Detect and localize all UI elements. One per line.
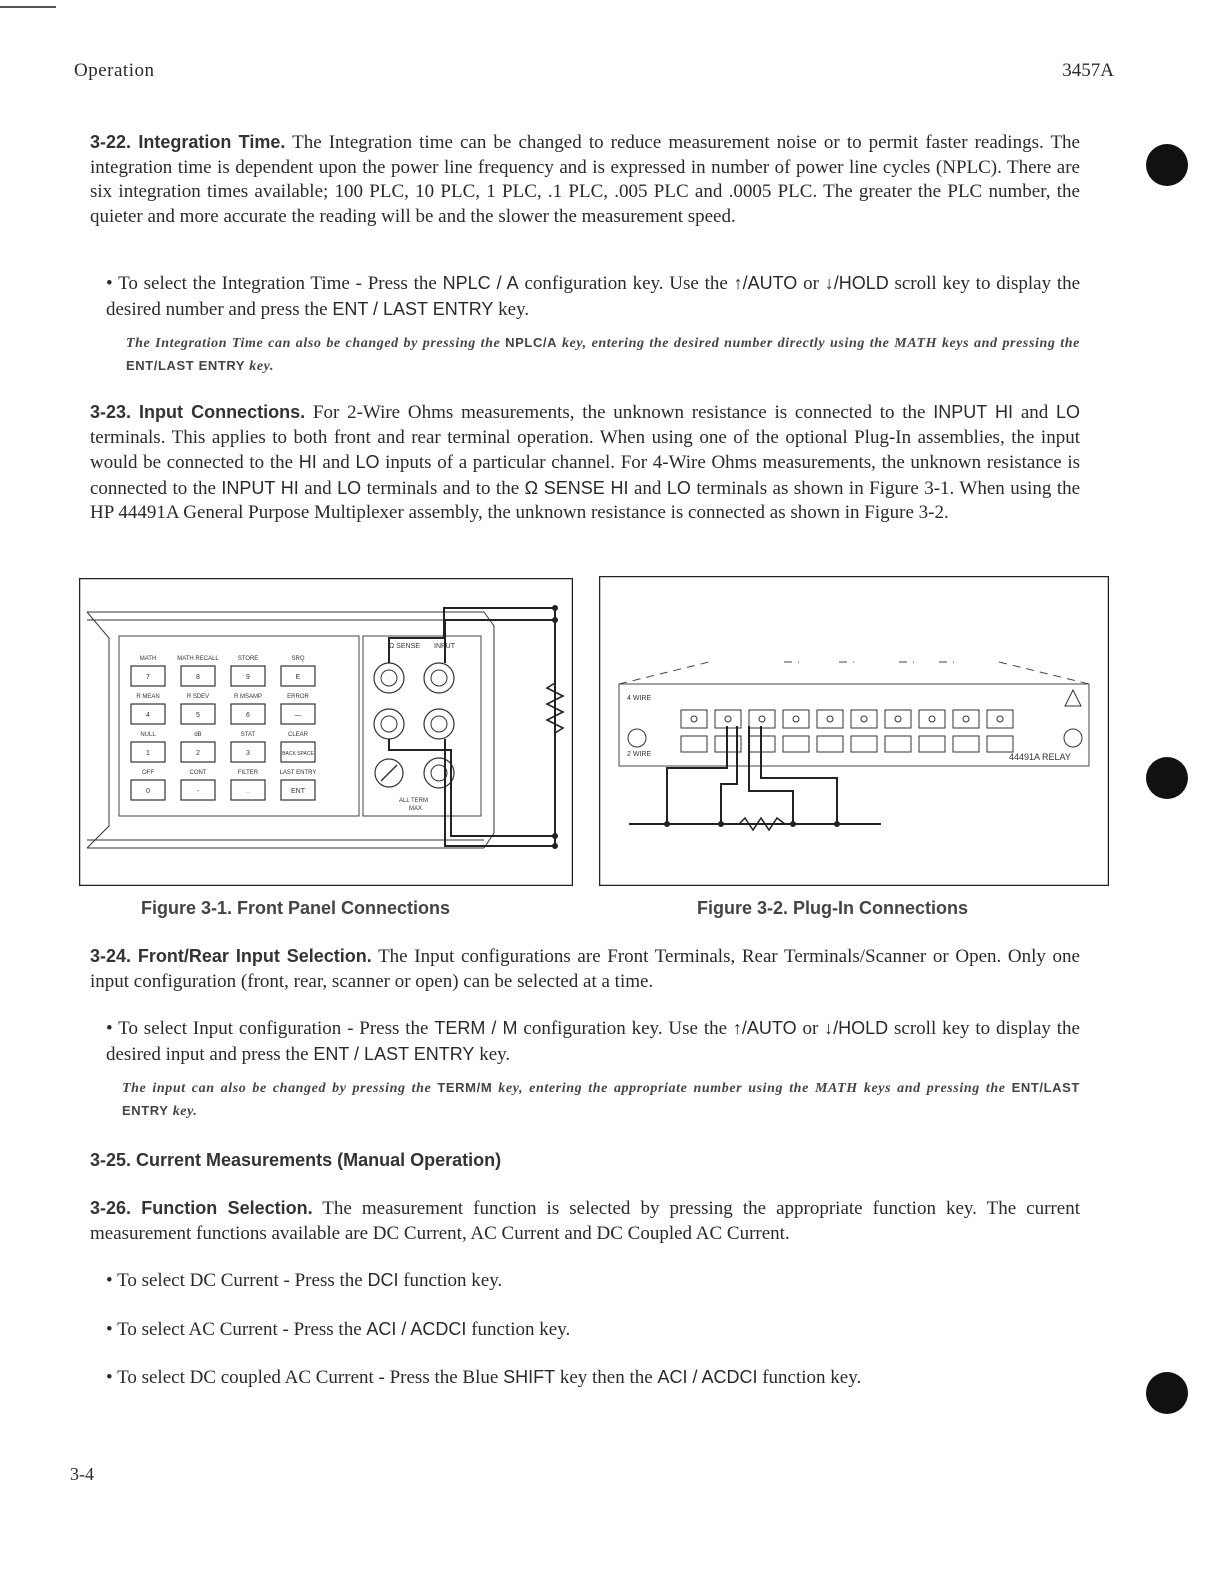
bullet-text: function key. — [762, 1367, 862, 1388]
section-body: and — [322, 452, 350, 473]
key-name: NPLC / A — [442, 273, 519, 293]
bullet-text: To select Input configuration - Press the — [118, 1018, 429, 1039]
section-3-25 — [90, 1148, 1080, 1174]
key-name: NPLC/A — [505, 335, 558, 350]
key-face-label: 3 — [246, 750, 250, 757]
note-text: key. — [249, 359, 275, 374]
bullet-text: To select AC Current - Press the — [117, 1319, 362, 1340]
note-text: key, entering the desired number directly using the — [561, 336, 890, 351]
bullet-text: To select DC Current - Press the — [117, 1270, 363, 1291]
key-name: ENT/LAST ENTRY — [122, 1080, 1080, 1118]
section-body: and — [634, 477, 662, 499]
section-3-24 — [90, 944, 1080, 994]
section-heading: 3-23. Input Connections. — [90, 402, 306, 422]
section-3-23 — [90, 400, 1080, 526]
figure-frame — [600, 577, 1109, 886]
key-shift-label: MATH RECALL — [177, 656, 219, 662]
key-name: ↑/AUTO — [732, 1018, 797, 1038]
key-name: ↓/HOLD — [824, 1018, 889, 1038]
terminal-name: INPUT HI — [933, 402, 1014, 422]
section-body: terminals as shown in Figure 3-1. When using the HP 44491A General Purpose Multiplexer assembly, the unknown resistance is connected as shown in Figure 3-2. — [90, 477, 1081, 523]
plug-in-diagram — [599, 576, 1109, 886]
section-heading: 3-26. Function Selection. — [90, 1198, 313, 1218]
key-face-label: 9 — [246, 674, 250, 681]
wire2-label: 2 WIRE — [627, 751, 652, 758]
node-dot — [552, 833, 558, 839]
terminal-name: LO — [355, 452, 380, 472]
bullet-dot: • — [106, 1018, 113, 1039]
note-text: key, entering the appropriate number using the — [498, 1081, 809, 1096]
terminal-name: Ω SENSE HI — [524, 477, 629, 498]
section-heading: 3-25. Current Measurements (Manual Operation) — [90, 1150, 502, 1170]
key-face-label: . — [247, 788, 249, 795]
bullet-text: or — [803, 273, 819, 294]
bullet-text: configuration key. Use the — [524, 273, 728, 294]
key-shift-label: SRQ — [291, 656, 305, 662]
key-face-label: ENT — [291, 788, 305, 795]
node-dot — [552, 617, 558, 623]
max-label: MAX — [409, 806, 423, 812]
key-shift-label: dB — [194, 732, 202, 738]
terminal-name: LO — [1056, 402, 1081, 422]
figure-3-2-caption: Figure 3-2. Plug-In Connections — [697, 898, 969, 918]
section-body: The Integration time can be changed to reduce measurement noise or to permit faster readings. The integration time is dependent upon the power line frequency and is expressed in number of power line cycles (NPLC). There are six integration times available; 100 PLC, 10 PLC, 1 PLC, .1 PLC, .005 PLC and .0005 PLC. The greater the PLC number, the quieter and more accurate the reading will be and the slower the measurement speed. — [90, 132, 1080, 227]
key-face-label: 2 — [196, 750, 200, 757]
all-term-label: ALL TERM — [399, 798, 429, 804]
key-name: ENT/LAST ENTRY — [126, 358, 246, 373]
key-face-label: 4 — [146, 712, 150, 719]
note-text: MATH — [814, 1081, 858, 1096]
key-shift-label: OFF — [142, 770, 154, 776]
section-body: The Input configurations are Front Terminals, Rear Terminals/Scanner or Open. Only one input configuration (front, rear, scanner or open) can be selected at a time. — [90, 946, 1080, 992]
key-name: SHIFT — [503, 1367, 556, 1387]
key-name: ACI / ACDCI — [366, 1319, 467, 1339]
bullet-item — [106, 1016, 1080, 1067]
section-heading: 3-24. Front/Rear Input Selection. — [90, 946, 372, 966]
bullet-text: function key. — [471, 1319, 571, 1340]
bullet-text: key then the — [559, 1367, 653, 1388]
key-shift-label: STORE — [237, 656, 259, 662]
bullet-text: or — [802, 1018, 819, 1039]
bullet-text: To select the Integration Time - Press the — [118, 273, 437, 294]
key-shift-label: CLEAR — [287, 732, 309, 738]
input-label: INPUT — [434, 643, 455, 650]
node-dot — [834, 821, 840, 827]
key-name: ↓/HOLD — [824, 273, 889, 293]
bullet-dot: • — [106, 1270, 113, 1291]
bullet-dot: • — [106, 273, 113, 294]
bullet-text: function key. — [403, 1270, 503, 1291]
key-face-label: 5 — [196, 712, 200, 719]
note — [126, 332, 1080, 378]
bullet-item — [106, 271, 1080, 322]
front-panel-diagram — [79, 578, 573, 886]
binder-hole — [1146, 757, 1188, 799]
bullet-text: To select DC coupled AC Current - Press the Blue — [117, 1367, 499, 1388]
section-body: terminals and to the — [366, 477, 520, 499]
key-name: ↑/AUTO — [733, 273, 798, 293]
note — [122, 1077, 1080, 1123]
key-shift-label: R MEAN — [136, 694, 160, 700]
key-name: ENT / LAST ENTRY — [332, 298, 494, 319]
binder-hole — [1146, 1372, 1188, 1414]
key-shift-label: LAST ENTRY — [279, 770, 317, 776]
bullet-text: scroll key to display the desired number and press the — [106, 273, 1081, 320]
key-face-label: 0 — [146, 788, 150, 795]
section-body: and — [1020, 402, 1049, 423]
key-shift-label: MATH — [139, 656, 157, 662]
figure-3-1-caption: Figure 3-1. Front Panel Connections — [141, 898, 451, 918]
terminal-name: LO — [666, 477, 691, 498]
note-text: The Integration Time can also be changed by pressing the — [126, 336, 501, 351]
wire4-label: 4 WIRE — [627, 695, 652, 702]
section-body: inputs of a particular channel. For 4-Wire Ohms measurements, the unknown resistance is connected to the — [90, 452, 1081, 499]
bullet-dot: • — [106, 1367, 113, 1388]
key-shift-label: CONT — [189, 770, 207, 776]
note-text: keys and pressing the — [941, 336, 1080, 351]
bullet-text: configuration key. Use the — [523, 1018, 728, 1039]
section-body: terminals. This applies to both front and rear terminal operation. When using one of the optional Plug-In assemblies, the input would be connected to the — [90, 426, 1080, 473]
bullet-item — [106, 1317, 1080, 1343]
section-body: The measurement function is selected by pressing the appropriate function key. The current measurement functions available are DC Current, AC Current and DC Coupled AC Current. — [90, 1198, 1080, 1244]
node-dot — [718, 821, 724, 827]
key-name: TERM/M — [437, 1080, 493, 1095]
note-text: MATH — [894, 336, 938, 351]
bullet-text: key. — [498, 298, 530, 320]
key-shift-label: R SDEV — [186, 694, 210, 700]
section-heading: 3-22. Integration Time. — [90, 132, 286, 152]
terminal-name: INPUT HI — [221, 477, 299, 498]
bullet-item — [106, 1268, 1080, 1294]
key-face-label: BACK SPACE — [282, 751, 314, 757]
section-3-26 — [90, 1196, 1080, 1246]
sense-label: Ω SENSE — [389, 643, 420, 650]
key-shift-label: FILTER — [237, 770, 259, 776]
key-shift-label: R MSAMP — [233, 694, 263, 700]
relay-label: 44491A RELAY — [1009, 752, 1071, 762]
key-face-label: 1 — [146, 750, 150, 757]
section-body: For 2-Wire Ohms measurements, the unknown resistance is connected to the — [312, 402, 926, 423]
section-3-22 — [90, 130, 1080, 229]
figure-3-2 — [599, 576, 1109, 886]
binder-hole — [1146, 144, 1188, 186]
node-dot — [552, 605, 558, 611]
note-text: The input can also be changed by pressing the — [122, 1081, 432, 1096]
key-name: TERM / M — [434, 1018, 518, 1038]
node-dot — [552, 843, 558, 849]
header-section: Operation — [74, 60, 155, 81]
bullet-item — [106, 1365, 1080, 1391]
section-body: and — [304, 477, 332, 499]
note-text: key. — [172, 1104, 198, 1119]
terminal-name: LO — [337, 477, 362, 498]
node-dot — [664, 821, 670, 827]
bullet-text: key. — [479, 1043, 511, 1065]
node-dot — [790, 821, 796, 827]
top-rule — [0, 6, 56, 8]
key-face-label: - — [196, 788, 200, 795]
key-face-label: 6 — [246, 712, 250, 719]
header-model: 3457A — [1062, 60, 1114, 81]
key-face-label: — — [294, 712, 302, 719]
bullet-dot: • — [106, 1319, 113, 1340]
key-face-label: 7 — [146, 674, 150, 681]
key-shift-label: NULL — [140, 732, 156, 738]
key-shift-label: STAT — [240, 732, 256, 738]
page-number: 3-4 — [70, 1464, 94, 1484]
terminal-name: HI — [298, 452, 317, 472]
figure-3-1 — [79, 578, 573, 886]
key-name: DCI — [367, 1270, 399, 1290]
key-shift-label: ERROR — [287, 694, 309, 700]
note-text: keys and pressing the — [863, 1081, 1006, 1096]
key-name: ENT / LAST ENTRY — [313, 1043, 475, 1064]
key-face-label: 8 — [196, 674, 200, 681]
key-name: ACI / ACDCI — [657, 1367, 758, 1387]
bullet-text: scroll key to display the desired input and press the — [106, 1018, 1080, 1065]
key-face-label: E — [295, 674, 301, 681]
